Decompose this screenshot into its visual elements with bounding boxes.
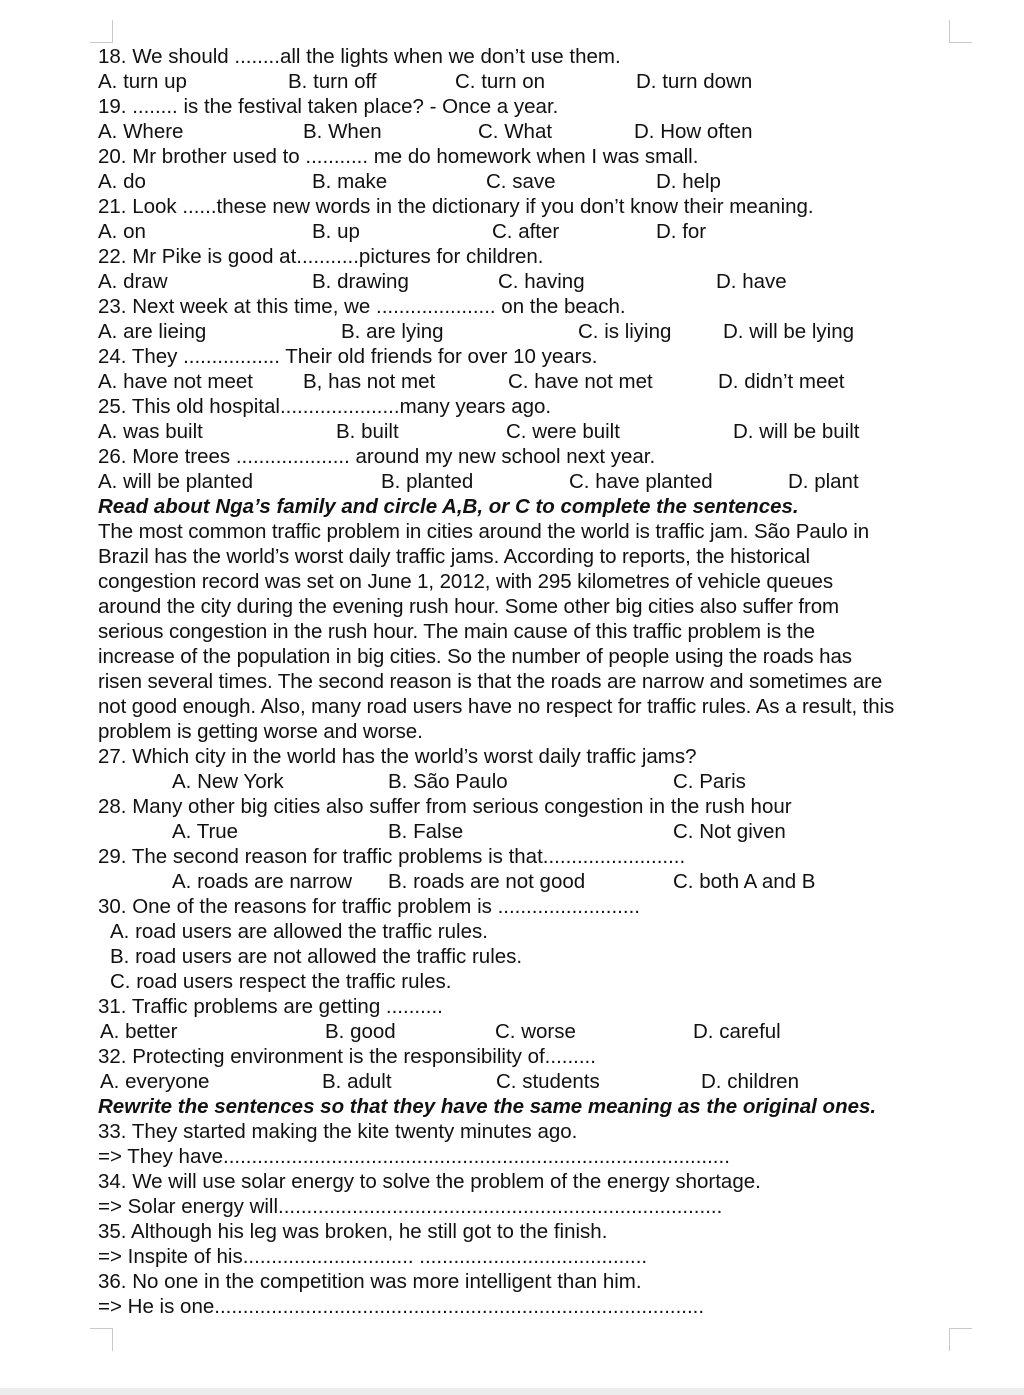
options-23 bbox=[98, 319, 978, 344]
option-a[interactable]: A. Where bbox=[98, 120, 184, 143]
reading-passage bbox=[98, 519, 978, 744]
question-27: 27. Which city in the world has the world’s worst daily traffic jams? bbox=[98, 745, 697, 768]
question-31: 31. Traffic problems are getting .......... bbox=[98, 995, 443, 1018]
option-c[interactable]: C. Paris bbox=[673, 770, 746, 793]
options-20 bbox=[98, 169, 978, 194]
crop-mark-bottom-left bbox=[90, 1328, 113, 1351]
option-d[interactable]: D. didn’t meet bbox=[718, 370, 845, 393]
options-32 bbox=[98, 1069, 978, 1094]
option-a[interactable]: A. will be planted bbox=[98, 470, 253, 493]
passage-line: serious congestion in the rush hour. The main cause of this traffic problem is the bbox=[98, 620, 815, 643]
passage-line: Brazil has the world’s worst daily traffic jams. According to reports, the historical bbox=[98, 545, 810, 568]
option-a[interactable]: A. turn up bbox=[98, 70, 187, 93]
option-b[interactable]: B. roads are not good bbox=[388, 870, 586, 893]
option-b[interactable]: B. adult bbox=[322, 1070, 392, 1093]
options-22 bbox=[98, 269, 978, 294]
option-b[interactable]: B. When bbox=[303, 120, 382, 143]
option-c[interactable]: C. have not met bbox=[508, 370, 653, 393]
option-c[interactable]: C. were built bbox=[506, 420, 620, 443]
options-18 bbox=[98, 69, 978, 94]
option-b[interactable]: B. built bbox=[336, 420, 399, 443]
question-21: 21. Look ......these new words in the dictionary if you don’t know their meaning. bbox=[98, 195, 814, 218]
passage-line: problem is getting worse and worse. bbox=[98, 720, 423, 743]
option-d[interactable]: D. will be built bbox=[733, 420, 860, 443]
option-d[interactable]: D. have bbox=[716, 270, 787, 293]
option-a[interactable]: A. have not meet bbox=[98, 370, 253, 393]
option-b[interactable]: B. road users are not allowed the traffic rules. bbox=[110, 945, 523, 968]
crop-mark-bottom-right bbox=[949, 1328, 972, 1351]
option-a[interactable]: A. are lieing bbox=[98, 320, 207, 343]
question-24: 24. They ................. Their old friends for over 10 years. bbox=[98, 345, 598, 368]
options-21 bbox=[98, 219, 978, 244]
question-20: 20. Mr brother used to ........... me do homework when I was small. bbox=[98, 145, 699, 168]
question-26: 26. More trees .................... around my new school next year. bbox=[98, 445, 656, 468]
page-bottom-edge bbox=[0, 1388, 1024, 1395]
answer-line-36[interactable]: => He is one...................................................................................... bbox=[98, 1295, 705, 1318]
option-b[interactable]: B. turn off bbox=[288, 70, 377, 93]
option-c[interactable]: C. is liying bbox=[578, 320, 672, 343]
option-d[interactable]: D. for bbox=[656, 220, 707, 243]
options-29 bbox=[98, 869, 978, 894]
question-28: 28. Many other big cities also suffer from serious congestion in the rush hour bbox=[98, 795, 792, 818]
crop-mark-top-right bbox=[949, 20, 972, 43]
option-d[interactable]: D. careful bbox=[693, 1020, 781, 1043]
rewrite-heading: Rewrite the sentences so that they have the same meaning as the original ones. bbox=[98, 1095, 877, 1118]
option-c[interactable]: C. road users respect the traffic rules. bbox=[110, 970, 452, 993]
question-35: 35. Although his leg was broken, he still got to the finish. bbox=[98, 1220, 608, 1243]
question-34: 34. We will use solar energy to solve the problem of the energy shortage. bbox=[98, 1170, 761, 1193]
passage-line: around the city during the evening rush hour. Some other big cities also suffer from bbox=[98, 595, 840, 618]
option-b[interactable]: B. São Paulo bbox=[388, 770, 508, 793]
passage-line: increase of the population in big cities. So the number of people using the roads has bbox=[98, 645, 852, 668]
options-26 bbox=[98, 469, 978, 494]
option-c[interactable]: C. Not given bbox=[673, 820, 786, 843]
option-b[interactable]: B, has not met bbox=[303, 370, 436, 393]
option-b[interactable]: B. up bbox=[312, 220, 360, 243]
passage-line: risen several times. The second reason is that the roads are narrow and sometimes are bbox=[98, 670, 883, 693]
option-a[interactable]: A. everyone bbox=[100, 1070, 210, 1093]
option-c[interactable]: C. What bbox=[478, 120, 553, 143]
question-36: 36. No one in the competition was more intelligent than him. bbox=[98, 1270, 642, 1293]
option-b[interactable]: B. are lying bbox=[341, 320, 444, 343]
option-a[interactable]: A. road users are allowed the traffic rules. bbox=[110, 920, 488, 943]
option-b[interactable]: B. False bbox=[388, 820, 464, 843]
option-b[interactable]: B. drawing bbox=[312, 270, 409, 293]
option-b[interactable]: B. planted bbox=[381, 470, 474, 493]
answer-line-33[interactable]: => They have......................................................................................... bbox=[98, 1145, 730, 1168]
question-32: 32. Protecting environment is the responsibility of......... bbox=[98, 1045, 596, 1068]
options-25 bbox=[98, 419, 978, 444]
option-c[interactable]: C. having bbox=[498, 270, 585, 293]
reading-heading: Read about Nga’s family and circle A,B, or C to complete the sentences. bbox=[98, 495, 799, 518]
option-d[interactable]: D. turn down bbox=[636, 70, 753, 93]
option-a[interactable]: A. roads are narrow bbox=[172, 870, 353, 893]
option-c[interactable]: C. students bbox=[496, 1070, 600, 1093]
answer-line-34[interactable]: => Solar energy will.............................................................................. bbox=[98, 1195, 723, 1218]
option-a[interactable]: A. was built bbox=[98, 420, 203, 443]
question-33: 33. They started making the kite twenty minutes ago. bbox=[98, 1120, 578, 1143]
option-a[interactable]: A. on bbox=[98, 220, 146, 243]
option-c[interactable]: C. both A and B bbox=[673, 870, 816, 893]
question-18: 18. We should ........all the lights when we don’t use them. bbox=[98, 45, 621, 68]
question-30: 30. One of the reasons for traffic problem is ......................... bbox=[98, 895, 640, 918]
option-d[interactable]: D. children bbox=[701, 1070, 799, 1093]
passage-line: congestion record was set on June 1, 2012, with 295 kilometres of vehicle queues bbox=[98, 570, 833, 593]
passage-line: The most common traffic problem in cities around the world is traffic jam. São Paulo in bbox=[98, 520, 870, 543]
option-d[interactable]: D. plant bbox=[788, 470, 859, 493]
passage-line: not good enough. Also, many road users have no respect for traffic rules. As a result, this bbox=[98, 695, 895, 718]
option-d[interactable]: D. How often bbox=[634, 120, 753, 143]
option-b[interactable]: B. good bbox=[325, 1020, 396, 1043]
option-d[interactable]: D. will be lying bbox=[723, 320, 855, 343]
options-24 bbox=[98, 369, 978, 394]
options-28 bbox=[98, 819, 978, 844]
option-a[interactable]: A. New York bbox=[172, 770, 284, 793]
option-a[interactable]: A. True bbox=[172, 820, 239, 843]
option-c[interactable]: C. worse bbox=[495, 1020, 576, 1043]
option-b[interactable]: B. make bbox=[312, 170, 388, 193]
answer-line-35[interactable]: => Inspite of his.............................. ........................................ bbox=[98, 1245, 648, 1268]
crop-mark-top-left bbox=[90, 20, 113, 43]
option-c[interactable]: C. turn on bbox=[455, 70, 546, 93]
option-c[interactable]: C. after bbox=[492, 220, 560, 243]
option-a[interactable]: A. do bbox=[98, 170, 146, 193]
question-22: 22. Mr Pike is good at...........pictures for children. bbox=[98, 245, 544, 268]
option-c[interactable]: C. save bbox=[486, 170, 556, 193]
option-c[interactable]: C. have planted bbox=[569, 470, 713, 493]
question-19: 19. ........ is the festival taken place? - Once a year. bbox=[98, 95, 559, 118]
question-25: 25. This old hospital.....................many years ago. bbox=[98, 395, 552, 418]
option-d[interactable]: D. help bbox=[656, 170, 721, 193]
option-a[interactable]: A. better bbox=[100, 1020, 178, 1043]
option-a[interactable]: A. draw bbox=[98, 270, 168, 293]
options-19 bbox=[98, 119, 978, 144]
options-27 bbox=[98, 769, 978, 794]
question-23: 23. Next week at this time, we ..................... on the beach. bbox=[98, 295, 626, 318]
question-29: 29. The second reason for traffic problems is that......................... bbox=[98, 845, 686, 868]
options-31 bbox=[98, 1019, 978, 1044]
worksheet bbox=[98, 44, 978, 1319]
